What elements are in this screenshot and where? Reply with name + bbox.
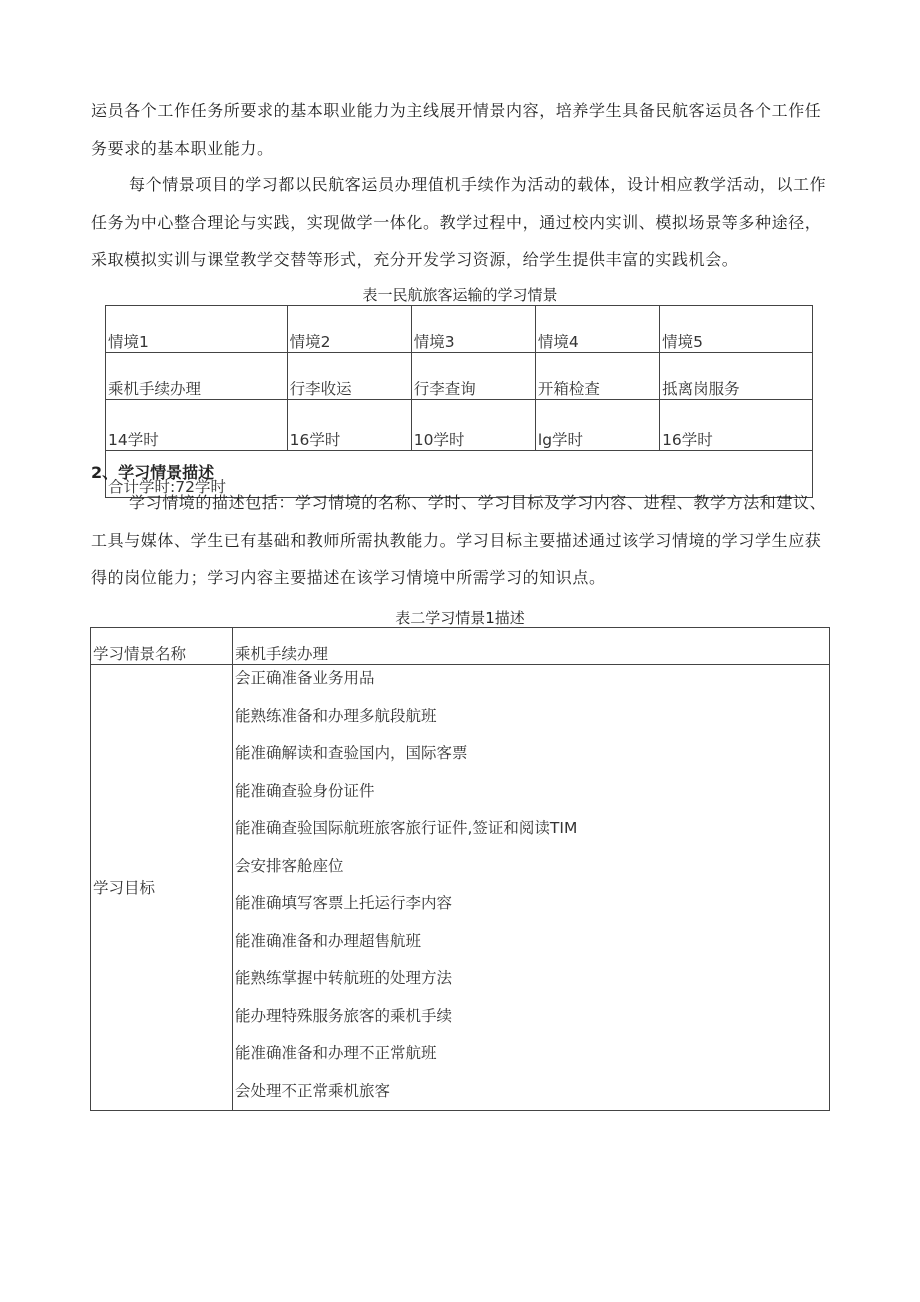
goal-item: 会安排客舱座位	[235, 856, 344, 875]
scene-name-cell: 开箱检查	[535, 353, 659, 400]
goal-item: 能办理特殊服务旅客的乘机手续	[235, 1006, 453, 1025]
scene-name-row	[106, 353, 813, 400]
scene-number-row	[106, 306, 813, 353]
scene-name-cell: 行李查询	[411, 353, 535, 400]
scene-description-table	[90, 627, 830, 1111]
scene-hours-cell: 16学时	[287, 400, 411, 451]
section-heading: 2、学习情景描述	[91, 463, 215, 482]
scene-name-label: 学习情景名称	[91, 628, 233, 665]
scene-hours-cell: lg学时	[535, 400, 659, 451]
scene-cell: 情境1	[106, 306, 288, 353]
section-paragraph: 学习情境的描述包括：学习情境的名称、学时、学习目标及学习内容、进程、教学方法和建议、工具与媒体、学生已有基础和教师所需执教能力。学习目标主要描述通过该学习情境的学习学生应获得的岗位能力；学习内容主要描述在该学习情境中所需学习的知识点。	[91, 493, 827, 587]
goals-list	[233, 665, 830, 1111]
scene-name-cell: 行李收运	[287, 353, 411, 400]
scene-hours-cell: 16学时	[660, 400, 813, 451]
goal-item: 能准确填写客票上托运行李内容	[235, 894, 453, 912]
goal-item: 会处理不正常乘机旅客	[235, 1081, 391, 1100]
scene-hours-row	[106, 400, 813, 451]
scene-hours-cell: 10学时	[411, 400, 535, 451]
table1-caption: 表一民航旅客运输的学习情景	[362, 286, 558, 304]
scene-hours-cell: 14学时	[106, 400, 288, 451]
goal-item: 能准确解读和查验国内，国际客票	[235, 744, 468, 762]
intro-paragraph-1: 运员各个工作任务所要求的基本职业能力为主线展开情景内容，培养学生具备民航客运员各个工作任务要求的基本职业能力。	[91, 101, 822, 158]
scene-name-value: 乘机手续办理	[233, 628, 830, 665]
goal-item: 能熟练准备和办理多航段航班	[235, 706, 437, 725]
goal-item: 会正确准备业务用品	[235, 669, 375, 687]
scene-cell: 情境2	[287, 306, 411, 353]
scene-cell: 情境5	[660, 306, 813, 353]
goals-label: 学习目标	[91, 665, 233, 1111]
goals-row	[91, 665, 830, 1111]
scene-name-cell: 抵离岗服务	[660, 353, 813, 400]
goal-item: 能熟练掌握中转航班的处理方法	[235, 969, 453, 987]
scene-name-row	[91, 628, 830, 665]
scene-name-cell: 乘机手续办理	[106, 353, 288, 400]
scene-cell: 情境4	[535, 306, 659, 353]
goal-item: 能准确准备和办理不正常航班	[235, 1044, 437, 1062]
goal-item: 能准确查验国际航班旅客旅行证件,签证和阅读TIM	[235, 819, 578, 837]
intro-paragraph-2: 每个情景项目的学习都以民航客运员办理值机手续作为活动的载体，设计相应教学活动，以工作任务为中心整合理论与实践，实现做学一体化。教学过程中，通过校内实训、模拟场景等多种途径，采取模拟实训与课堂教学交替等形式，充分开发学习资源，给学生提供丰富的实践机会。	[91, 175, 827, 269]
table2-caption: 表二学习情景1描述	[395, 609, 525, 627]
goal-item: 能准确查验身份证件	[235, 781, 375, 800]
total-hours-cell: 合计学时:72学时	[106, 451, 813, 498]
goal-item: 能准确准备和办理超售航班	[235, 931, 422, 950]
scene-cell: 情境3	[411, 306, 535, 353]
